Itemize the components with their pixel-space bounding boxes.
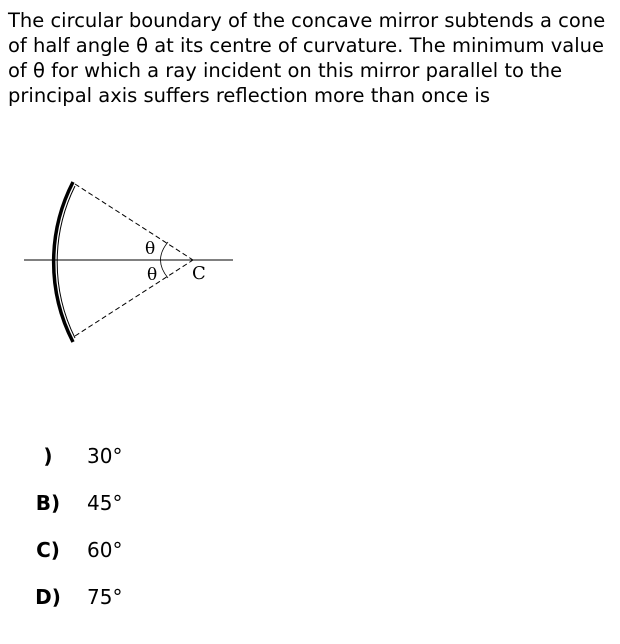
option-b-label: B) xyxy=(35,491,61,515)
dashed-line-bottom xyxy=(75,260,193,336)
angle-label-bottom: θ xyxy=(147,265,158,285)
option-c-text: 60° xyxy=(87,538,123,562)
angle-label-top: θ xyxy=(145,239,156,259)
question-text: The circular boundary of the concave mirror subtends a cone of half angle θ at its centre of curvature. The minimum value of θ for which a ray incident on this mirror parallel to the principal axis suffers reflection more than once is xyxy=(8,9,606,107)
option-b[interactable] xyxy=(0,488,200,518)
option-a-text: 30° xyxy=(87,444,123,468)
option-a[interactable] xyxy=(0,441,200,471)
option-b-text: 45° xyxy=(87,491,123,515)
option-a-label: ) xyxy=(43,444,53,468)
option-c-label: C) xyxy=(36,538,60,562)
option-d-label: D) xyxy=(35,585,61,609)
mirror-arc xyxy=(54,182,73,342)
centre-label: C xyxy=(192,263,206,284)
mirror-inner-arc xyxy=(57,186,75,338)
option-d-text: 75° xyxy=(87,585,123,609)
option-d[interactable] xyxy=(0,582,200,612)
dashed-line-top xyxy=(75,184,193,260)
concave-mirror-diagram xyxy=(10,170,240,350)
option-c[interactable] xyxy=(0,535,200,565)
